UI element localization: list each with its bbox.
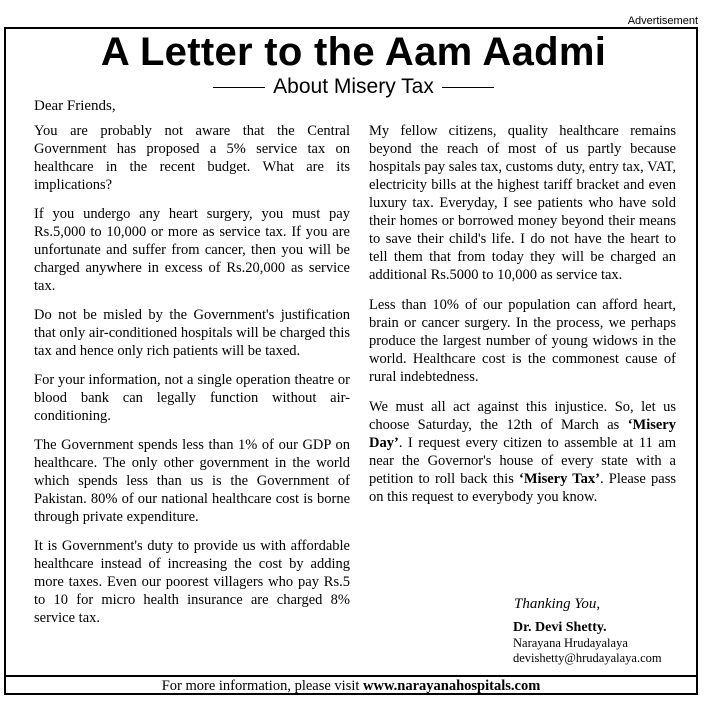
misery-tax-bold: ‘Misery Tax’ [519, 471, 600, 487]
paragraph-population: Less than 10% of our population can afford heart, brain or cancer surgery. In the process, we perhaps produce the largest number of young widows in the world. Healthcare cost is the commonest cause of rural indebtedness. [369, 297, 676, 385]
signature-closing: Thanking You, [514, 596, 601, 612]
paragraph-service-tax: You are probably not aware that the Central Government has proposed a 5% service tax on healthcare in the recent budget. What are its implications? [34, 123, 350, 193]
letter-title: A Letter to the Aam Aadmi [100, 30, 607, 74]
misery-day-text-3: . Please pass on this request to everybody you know. [369, 471, 677, 505]
signature-name: Dr. Devi Shetty. [513, 620, 607, 635]
salutation: Dear Friends, [34, 98, 116, 114]
right-column [369, 122, 676, 518]
paragraph-surgery-cost: If you undergo any heart surgery, you must pay Rs.5,000 to 10,000 or more as service tax. If you are unfortunate and suffer from cancer, then you will be charged anywhere in excess of Rs.20,000 as service tax. [34, 206, 350, 294]
letter-subtitle [0, 75, 707, 99]
paragraph-misled: Do not be misled by the Government's justification that only air-conditioned hospitals will be charged this tax and hence only rich patients will be taxed. [34, 307, 350, 359]
misery-day-text-1: We must all act against this injustice. So, let us choose Saturday, the 12th of March as [369, 399, 676, 433]
advertisement-label: Advertisement [627, 15, 698, 27]
subtitle-text: About Misery Tax [273, 75, 434, 98]
misery-day-text-2: . I request every citizen to assemble at 11 am near the Governor's house of every state with a petition to roll back this [369, 435, 676, 487]
paragraph-misery-day [369, 398, 676, 506]
subtitle-right-rule [442, 87, 494, 88]
signature-email: devishetty@hrudayalaya.com [513, 651, 662, 665]
footer-url[interactable]: www.narayanahospitals.com [363, 678, 541, 694]
paragraph-fellow-citizens: My fellow citizens, quality healthcare remains beyond the reach of most of us partly because hospitals pay sales tax, customs duty, entry tax, VAT, electricity bills at the highest tariff bracket and even luxury tax. Everyday, I see patients who have sold their homes or borrowed money beyond their means to save their child's life. I do not have the heart to tell them that from today they will be charged an additional Rs.5000 to 10,000 as service tax. [369, 123, 676, 283]
left-column [34, 122, 350, 638]
footer-text: For more information, please visit [161, 678, 364, 694]
signature-block [513, 595, 662, 666]
paragraph-government-duty: It is Government's duty to provide us with affordable healthcare instead of increasing the cost by adding more taxes. Even our poorest villagers who pay Rs.5 to 10 for micro health insurance are charged 8% service tax. [34, 538, 350, 626]
subtitle-left-rule [213, 87, 265, 88]
paragraph-gdp: The Government spends less than 1% of our GDP on healthcare. The only other government in the world which spends less than us is the Government of Pakistan. 80% of our national healthcare cost is borne through private expenditure. [34, 437, 350, 525]
signature-organization: Narayana Hrudayalaya [513, 636, 628, 650]
misery-day-bold: ‘Misery Day’ [369, 417, 676, 451]
paragraph-air-conditioning: For your information, not a single operation theatre or blood bank can legally function without air-conditioning. [34, 372, 350, 424]
footer [6, 675, 696, 695]
